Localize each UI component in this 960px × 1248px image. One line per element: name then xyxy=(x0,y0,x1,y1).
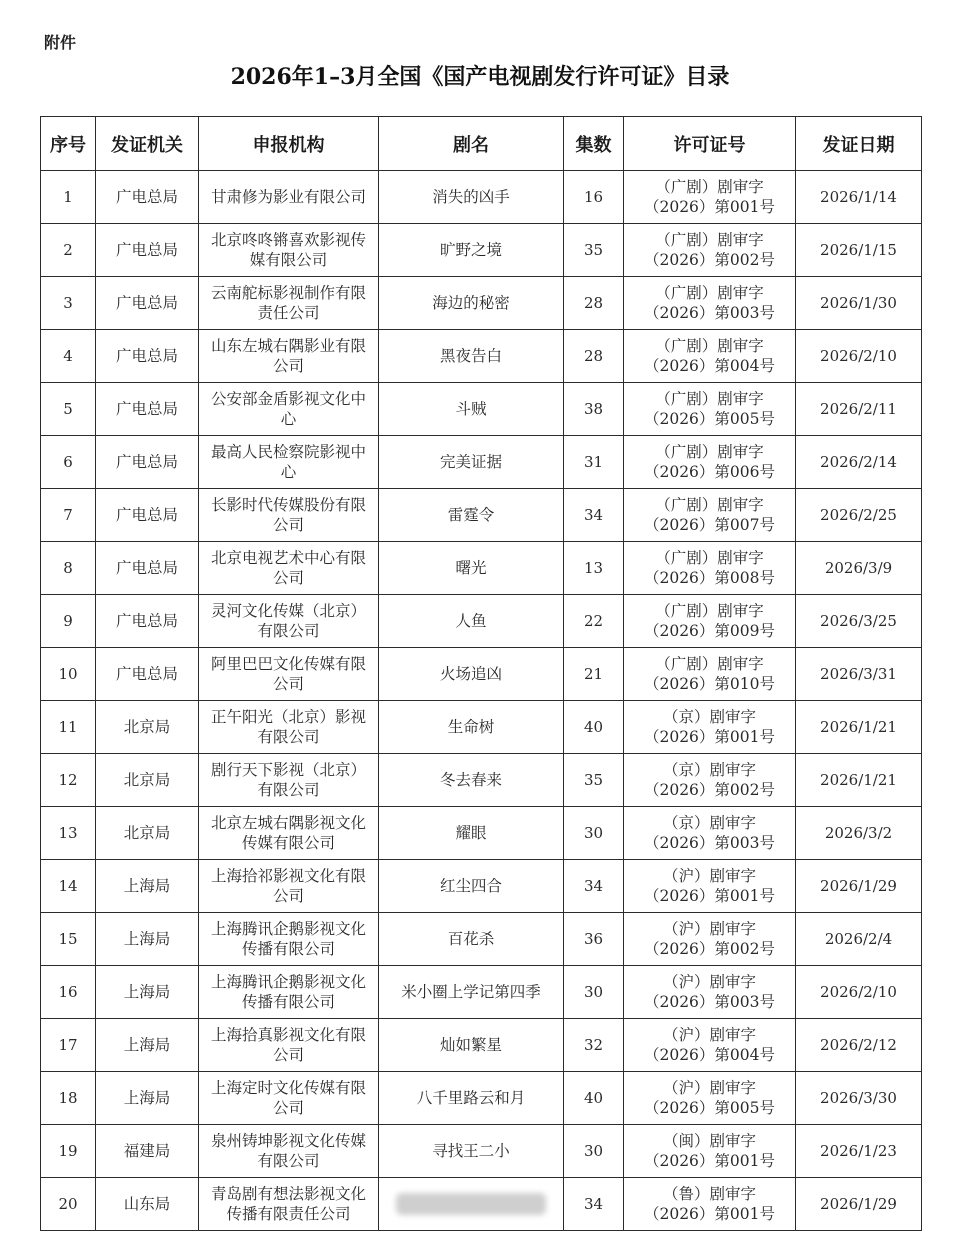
cell-applicant xyxy=(199,701,379,754)
cell-date: 2026/2/10 xyxy=(796,330,922,383)
license-line-1: （广剧）剧审字 xyxy=(655,390,764,408)
table-row xyxy=(41,1072,922,1125)
cell-date: 2026/1/29 xyxy=(796,860,922,913)
cell-date: 2026/3/25 xyxy=(796,595,922,648)
cell-license xyxy=(624,436,796,489)
license-line-2: （2026）第002号 xyxy=(643,940,776,958)
cell-drama xyxy=(379,701,564,754)
cell-seq: 18 xyxy=(41,1072,96,1125)
cell-date: 2026/2/10 xyxy=(796,966,922,1019)
cell-issuer: 广电总局 xyxy=(96,648,199,701)
license-line-1: （广剧）剧审字 xyxy=(655,337,764,355)
cell-drama xyxy=(379,1125,564,1178)
column-header-episodes: 集数 xyxy=(564,117,624,171)
table-row xyxy=(41,489,922,542)
cell-episodes: 34 xyxy=(564,1178,624,1231)
applicant-name: 青岛剧有想法影视文化传播有限责任公司 xyxy=(210,1185,366,1223)
applicant-name: 北京电视艺术中心有限公司 xyxy=(210,549,366,587)
cell-applicant xyxy=(199,277,379,330)
license-line-2: （2026）第003号 xyxy=(643,993,776,1011)
cell-issuer: 广电总局 xyxy=(96,489,199,542)
applicant-name: 上海定时文化传媒有限公司 xyxy=(210,1079,366,1117)
cell-drama xyxy=(379,1019,564,1072)
permit-table xyxy=(40,116,922,1231)
cell-date: 2026/1/15 xyxy=(796,224,922,277)
cell-drama xyxy=(379,807,564,860)
cell-license xyxy=(624,701,796,754)
cell-drama xyxy=(379,648,564,701)
applicant-name: 泉州铸坤影视文化传媒有限公司 xyxy=(210,1132,366,1170)
cell-issuer: 山东局 xyxy=(96,1178,199,1231)
cell-issuer: 上海局 xyxy=(96,860,199,913)
applicant-name: 上海腾讯企鹅影视文化传播有限公司 xyxy=(210,920,366,958)
license-line-1: （闽）剧审字 xyxy=(662,1132,756,1150)
license-line-1: （京）剧审字 xyxy=(662,708,756,726)
license-line-1: （沪）剧审字 xyxy=(662,1026,756,1044)
license-line-2: （2026）第003号 xyxy=(643,304,776,322)
license-line-2: （2026）第001号 xyxy=(643,1152,776,1170)
column-header-applicant: 申报机构 xyxy=(199,117,379,171)
license-line-1: （沪）剧审字 xyxy=(662,973,756,991)
table-row xyxy=(41,807,922,860)
table-body xyxy=(41,171,922,1231)
license-line-2: （2026）第001号 xyxy=(643,198,776,216)
table-row xyxy=(41,1019,922,1072)
drama-title: 火场追凶 xyxy=(439,665,502,683)
cell-issuer: 广电总局 xyxy=(96,595,199,648)
license-line-2: （2026）第005号 xyxy=(643,410,776,428)
cell-date: 2026/2/11 xyxy=(796,383,922,436)
cell-seq: 8 xyxy=(41,542,96,595)
column-header-license: 许可证号 xyxy=(624,117,796,171)
cell-episodes: 40 xyxy=(564,1072,624,1125)
table-row xyxy=(41,1125,922,1178)
drama-title: 曙光 xyxy=(455,559,487,577)
cell-drama xyxy=(379,436,564,489)
license-line-1: （广剧）剧审字 xyxy=(655,178,764,196)
cell-seq: 6 xyxy=(41,436,96,489)
table-row xyxy=(41,224,922,277)
cell-seq: 9 xyxy=(41,595,96,648)
cell-issuer: 福建局 xyxy=(96,1125,199,1178)
cell-applicant xyxy=(199,966,379,1019)
cell-license xyxy=(624,754,796,807)
table-row xyxy=(41,913,922,966)
cell-drama xyxy=(379,595,564,648)
column-header-seq: 序号 xyxy=(41,117,96,171)
drama-title: 八千里路云和月 xyxy=(416,1089,526,1107)
cell-applicant xyxy=(199,754,379,807)
license-line-2: （2026）第010号 xyxy=(643,675,776,693)
table-row xyxy=(41,860,922,913)
drama-title: 雷霆令 xyxy=(447,506,495,524)
cell-seq: 5 xyxy=(41,383,96,436)
cell-seq: 2 xyxy=(41,224,96,277)
cell-license xyxy=(624,542,796,595)
cell-episodes: 30 xyxy=(564,966,624,1019)
license-line-1: （广剧）剧审字 xyxy=(655,655,764,673)
license-line-2: （2026）第008号 xyxy=(643,569,776,587)
cell-license xyxy=(624,489,796,542)
cell-applicant xyxy=(199,1072,379,1125)
cell-issuer: 广电总局 xyxy=(96,436,199,489)
cell-issuer: 北京局 xyxy=(96,754,199,807)
cell-date: 2026/1/21 xyxy=(796,701,922,754)
cell-episodes: 21 xyxy=(564,648,624,701)
applicant-name: 上海拾祁影视文化有限公司 xyxy=(210,867,366,905)
drama-title: 米小圈上学记第四季 xyxy=(401,983,541,1001)
cell-drama xyxy=(379,1178,564,1231)
cell-seq: 10 xyxy=(41,648,96,701)
applicant-name: 正午阳光（北京）影视有限公司 xyxy=(210,708,366,746)
drama-title: 旷野之境 xyxy=(439,241,502,259)
applicant-name: 云南舵标影视制作有限责任公司 xyxy=(210,284,366,322)
drama-title: 黑夜告白 xyxy=(439,347,502,365)
drama-title: 冬去春来 xyxy=(439,771,502,789)
license-line-2: （2026）第001号 xyxy=(643,1205,776,1223)
cell-episodes: 34 xyxy=(564,860,624,913)
cell-episodes: 32 xyxy=(564,1019,624,1072)
license-line-1: （京）剧审字 xyxy=(662,814,756,832)
cell-episodes: 28 xyxy=(564,277,624,330)
cell-seq: 13 xyxy=(41,807,96,860)
cell-seq: 12 xyxy=(41,754,96,807)
cell-drama xyxy=(379,224,564,277)
cell-drama xyxy=(379,383,564,436)
cell-applicant xyxy=(199,1125,379,1178)
cell-applicant xyxy=(199,913,379,966)
cell-issuer: 广电总局 xyxy=(96,330,199,383)
table-row xyxy=(41,1178,922,1231)
cell-license xyxy=(624,383,796,436)
cell-drama xyxy=(379,330,564,383)
cell-license xyxy=(624,807,796,860)
cell-seq: 1 xyxy=(41,171,96,224)
cell-date: 2026/1/29 xyxy=(796,1178,922,1231)
cell-seq: 15 xyxy=(41,913,96,966)
cell-seq: 4 xyxy=(41,330,96,383)
drama-title: 红尘四合 xyxy=(439,877,502,895)
cell-issuer: 广电总局 xyxy=(96,542,199,595)
cell-issuer: 上海局 xyxy=(96,1019,199,1072)
cell-issuer: 广电总局 xyxy=(96,224,199,277)
header-row xyxy=(41,117,922,171)
table-row xyxy=(41,383,922,436)
license-line-1: （广剧）剧审字 xyxy=(655,496,764,514)
applicant-name: 公安部金盾影视文化中心 xyxy=(210,390,366,428)
cell-applicant xyxy=(199,595,379,648)
license-line-1: （京）剧审字 xyxy=(662,761,756,779)
cell-seq: 3 xyxy=(41,277,96,330)
cell-episodes: 13 xyxy=(564,542,624,595)
cell-applicant xyxy=(199,489,379,542)
table-row xyxy=(41,277,922,330)
cell-issuer: 上海局 xyxy=(96,913,199,966)
cell-drama xyxy=(379,489,564,542)
license-line-2: （2026）第002号 xyxy=(643,781,776,799)
cell-drama xyxy=(379,277,564,330)
applicant-name: 山东左城右隅影业有限公司 xyxy=(210,337,366,375)
cell-license xyxy=(624,595,796,648)
cell-episodes: 35 xyxy=(564,754,624,807)
cell-episodes: 22 xyxy=(564,595,624,648)
cell-seq: 14 xyxy=(41,860,96,913)
license-line-2: （2026）第005号 xyxy=(643,1099,776,1117)
column-header-drama: 剧名 xyxy=(379,117,564,171)
cell-applicant xyxy=(199,1019,379,1072)
cell-license xyxy=(624,966,796,1019)
column-header-issuer: 发证机关 xyxy=(96,117,199,171)
cell-date: 2026/1/21 xyxy=(796,754,922,807)
cell-seq: 7 xyxy=(41,489,96,542)
cell-issuer: 广电总局 xyxy=(96,277,199,330)
cell-episodes: 40 xyxy=(564,701,624,754)
license-line-2: （2026）第001号 xyxy=(643,728,776,746)
table-row xyxy=(41,595,922,648)
cell-drama xyxy=(379,542,564,595)
cell-episodes: 35 xyxy=(564,224,624,277)
cell-applicant xyxy=(199,224,379,277)
table-row xyxy=(41,648,922,701)
table-header xyxy=(41,117,922,171)
cell-seq: 20 xyxy=(41,1178,96,1231)
cell-date: 2026/2/25 xyxy=(796,489,922,542)
cell-license xyxy=(624,648,796,701)
table-row xyxy=(41,701,922,754)
cell-seq: 16 xyxy=(41,966,96,1019)
cell-issuer: 上海局 xyxy=(96,966,199,1019)
cell-issuer: 广电总局 xyxy=(96,171,199,224)
license-line-2: （2026）第003号 xyxy=(643,834,776,852)
license-line-2: （2026）第004号 xyxy=(643,357,776,375)
cell-date: 2026/2/4 xyxy=(796,913,922,966)
cell-drama xyxy=(379,913,564,966)
cell-episodes: 38 xyxy=(564,383,624,436)
cell-license xyxy=(624,1019,796,1072)
cell-date: 2026/1/30 xyxy=(796,277,922,330)
cell-applicant xyxy=(199,860,379,913)
cell-date: 2026/3/9 xyxy=(796,542,922,595)
table-row xyxy=(41,330,922,383)
cell-applicant xyxy=(199,542,379,595)
license-line-2: （2026）第009号 xyxy=(643,622,776,640)
drama-title: 寻找王二小 xyxy=(432,1142,510,1160)
license-line-1: （广剧）剧审字 xyxy=(655,231,764,249)
license-line-2: （2026）第007号 xyxy=(643,516,776,534)
license-line-2: （2026）第002号 xyxy=(643,251,776,269)
cell-date: 2026/2/12 xyxy=(796,1019,922,1072)
cell-episodes: 16 xyxy=(564,171,624,224)
cell-seq: 17 xyxy=(41,1019,96,1072)
cell-drama xyxy=(379,966,564,1019)
applicant-name: 上海腾讯企鹅影视文化传播有限公司 xyxy=(210,973,366,1011)
cell-license xyxy=(624,330,796,383)
license-line-1: （沪）剧审字 xyxy=(662,867,756,885)
cell-applicant xyxy=(199,1178,379,1231)
cell-date: 2026/3/31 xyxy=(796,648,922,701)
document-title: 2026年1–3月全国《国产电视剧发行许可证》目录 xyxy=(230,64,730,90)
cell-license xyxy=(624,171,796,224)
cell-license xyxy=(624,1072,796,1125)
license-line-1: （沪）剧审字 xyxy=(662,1079,756,1097)
cell-episodes: 30 xyxy=(564,807,624,860)
cell-date: 2026/1/23 xyxy=(796,1125,922,1178)
license-line-1: （鲁）剧审字 xyxy=(662,1185,756,1203)
cell-date: 2026/1/14 xyxy=(796,171,922,224)
license-line-2: （2026）第001号 xyxy=(643,887,776,905)
cell-applicant xyxy=(199,171,379,224)
cell-drama xyxy=(379,860,564,913)
applicant-name: 上海拾真影视文化有限公司 xyxy=(210,1026,366,1064)
cell-license xyxy=(624,1178,796,1231)
drama-title: 完美证据 xyxy=(439,453,502,471)
cell-seq: 11 xyxy=(41,701,96,754)
applicant-name: 灵河文化传媒（北京）有限公司 xyxy=(210,602,366,640)
license-line-2: （2026）第004号 xyxy=(643,1046,776,1064)
cell-date: 2026/2/14 xyxy=(796,436,922,489)
cell-applicant xyxy=(199,383,379,436)
cell-date: 2026/3/2 xyxy=(796,807,922,860)
cell-drama xyxy=(379,171,564,224)
drama-title: 消失的凶手 xyxy=(432,188,510,206)
cell-license xyxy=(624,224,796,277)
license-line-1: （广剧）剧审字 xyxy=(655,443,764,461)
cell-issuer: 北京局 xyxy=(96,807,199,860)
cell-license xyxy=(624,913,796,966)
license-line-1: （广剧）剧审字 xyxy=(655,602,764,620)
drama-title: 人鱼 xyxy=(455,612,487,630)
drama-title: 百花杀 xyxy=(447,930,495,948)
table-row xyxy=(41,754,922,807)
table-row xyxy=(41,171,922,224)
cell-episodes: 28 xyxy=(564,330,624,383)
cell-applicant xyxy=(199,807,379,860)
applicant-name: 北京咚咚锵喜欢影视传媒有限公司 xyxy=(210,231,366,269)
cell-issuer: 广电总局 xyxy=(96,383,199,436)
drama-title: 生命树 xyxy=(447,718,495,736)
table-row xyxy=(41,542,922,595)
table-row xyxy=(41,436,922,489)
cell-issuer: 上海局 xyxy=(96,1072,199,1125)
cell-episodes: 31 xyxy=(564,436,624,489)
drama-title: 海边的秘密 xyxy=(432,294,510,312)
applicant-name: 甘肃修为影业有限公司 xyxy=(210,188,366,206)
drama-title: 斗贼 xyxy=(455,400,487,418)
cell-episodes: 30 xyxy=(564,1125,624,1178)
license-line-2: （2026）第006号 xyxy=(643,463,776,481)
cell-seq: 19 xyxy=(41,1125,96,1178)
license-line-1: （广剧）剧审字 xyxy=(655,549,764,567)
cell-license xyxy=(624,1125,796,1178)
cell-issuer: 北京局 xyxy=(96,701,199,754)
license-line-1: （广剧）剧审字 xyxy=(655,284,764,302)
cell-applicant xyxy=(199,436,379,489)
cell-episodes: 36 xyxy=(564,913,624,966)
attachment-label: 附件 xyxy=(44,33,77,52)
applicant-name: 最高人民检察院影视中心 xyxy=(210,443,366,481)
applicant-name: 阿里巴巴文化传媒有限公司 xyxy=(210,655,366,693)
cell-date: 2026/3/30 xyxy=(796,1072,922,1125)
column-header-date: 发证日期 xyxy=(796,117,922,171)
applicant-name: 剧行天下影视（北京）有限公司 xyxy=(210,761,366,799)
cell-applicant xyxy=(199,330,379,383)
drama-title: 灿如繁星 xyxy=(439,1036,502,1054)
watermark-overlay xyxy=(396,1193,546,1215)
cell-applicant xyxy=(199,648,379,701)
cell-episodes: 34 xyxy=(564,489,624,542)
cell-drama xyxy=(379,1072,564,1125)
cell-drama xyxy=(379,754,564,807)
cell-license xyxy=(624,860,796,913)
applicant-name: 北京左城右隅影视文化传媒有限公司 xyxy=(210,814,366,852)
applicant-name: 长影时代传媒股份有限公司 xyxy=(210,496,366,534)
cell-license xyxy=(624,277,796,330)
drama-title: 耀眼 xyxy=(455,824,487,842)
license-line-1: （沪）剧审字 xyxy=(662,920,756,938)
table-row xyxy=(41,966,922,1019)
